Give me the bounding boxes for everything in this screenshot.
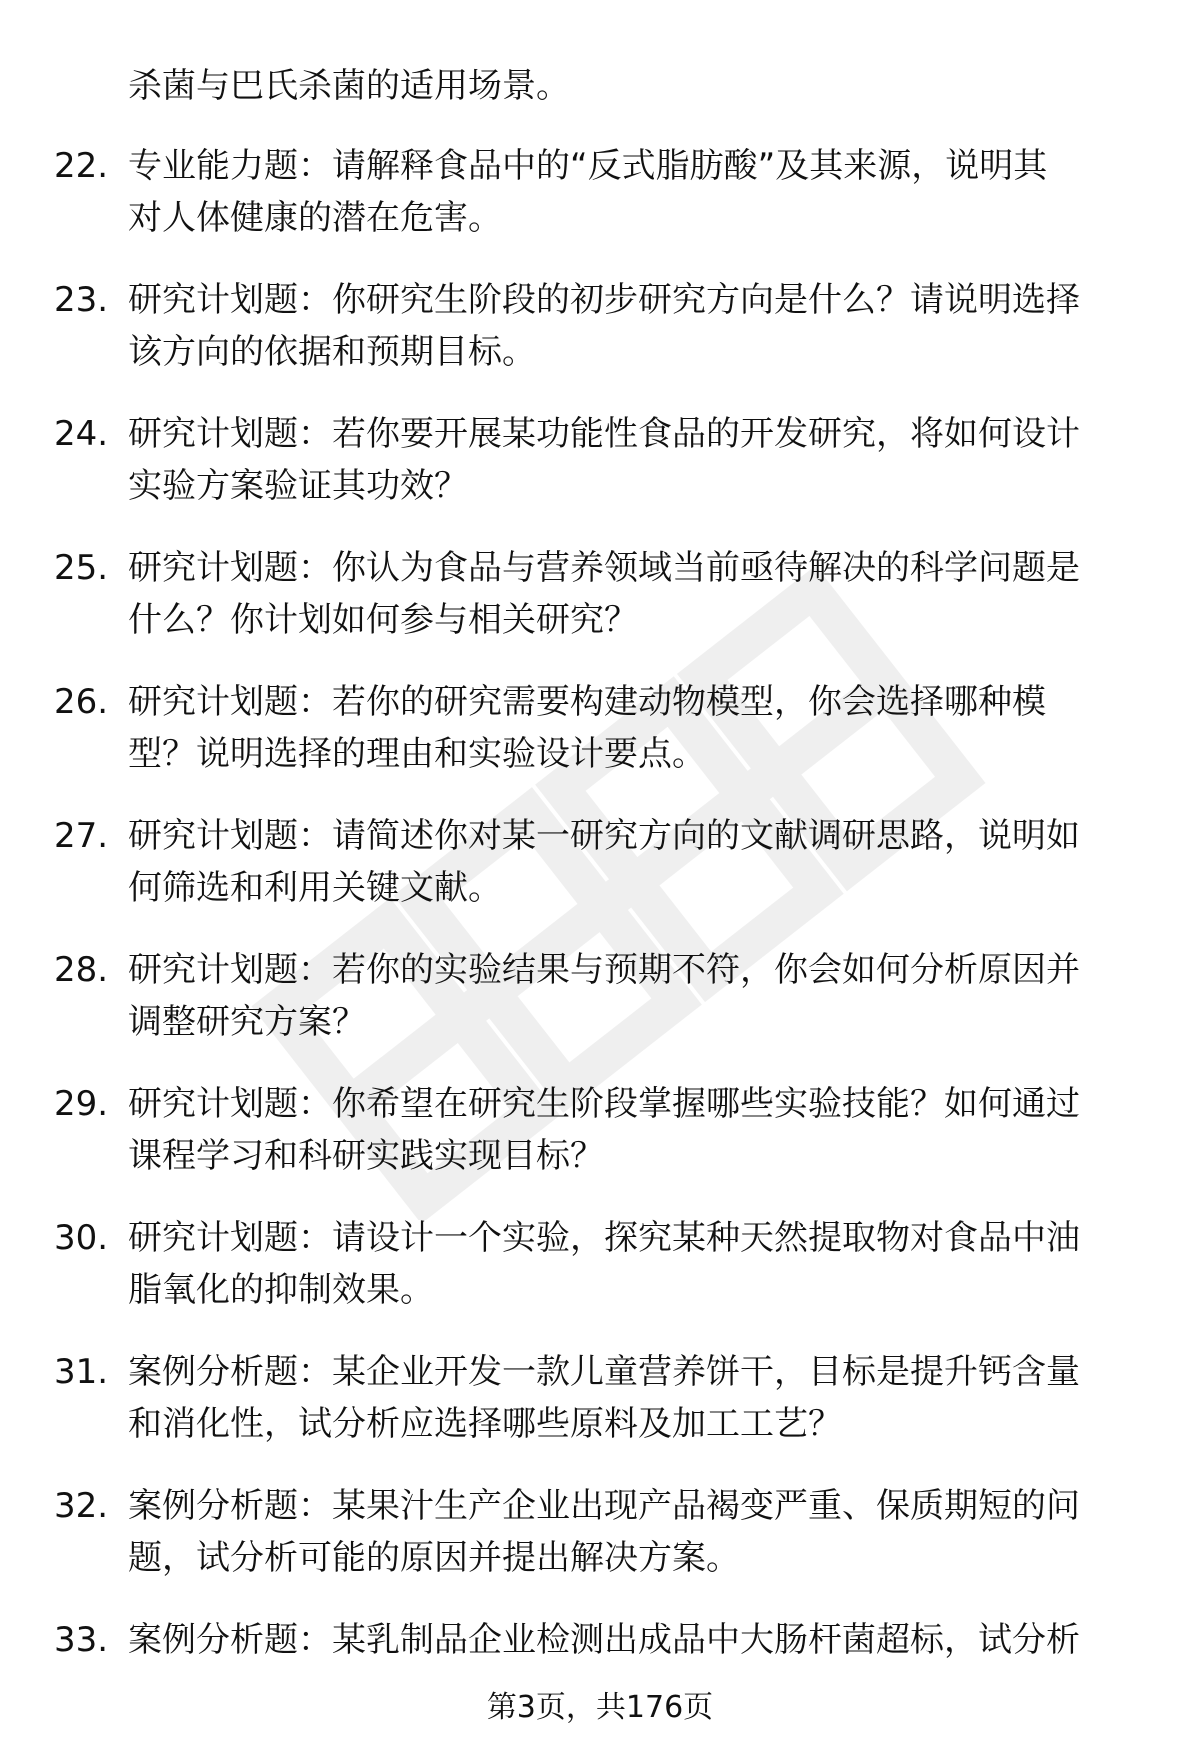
question-item xyxy=(0,140,1200,274)
question-line: 题，试分析可能的原因并提出解决方案。 xyxy=(128,1538,740,1578)
question-number: 33. xyxy=(54,1620,109,1660)
question-text xyxy=(128,1480,1138,1584)
question-line: 和消化性，试分析应选择哪些原料及加工工艺？ xyxy=(128,1404,842,1444)
question-text xyxy=(128,1078,1138,1182)
question-item xyxy=(0,408,1200,542)
question-line: 研究计划题：若你要开展某功能性食品的开发研究，将如何设计 xyxy=(128,414,1080,454)
question-item xyxy=(0,1480,1200,1614)
question-number: 30. xyxy=(54,1218,109,1258)
question-line: 研究计划题：你认为食品与营养领域当前亟待解决的科学问题是 xyxy=(128,548,1080,588)
question-line: 调整研究方案？ xyxy=(128,1002,366,1042)
question-item xyxy=(0,1346,1200,1480)
question-item xyxy=(0,676,1200,810)
question-item xyxy=(0,542,1200,676)
question-line: 脂氧化的抑制效果。 xyxy=(128,1270,434,1310)
question-list xyxy=(0,140,1200,1748)
question-text xyxy=(128,140,1138,244)
question-line: 研究计划题：请设计一个实验，探究某种天然提取物对食品中油 xyxy=(128,1218,1080,1258)
question-line: 该方向的依据和预期目标。 xyxy=(128,332,536,372)
question-line: 案例分析题：某企业开发一款儿童营养饼干，目标是提升钙含量 xyxy=(128,1352,1080,1392)
question-line: 案例分析题：某乳制品企业检测出成品中大肠杆菌超标，试分析 xyxy=(128,1620,1080,1660)
question-number: 32. xyxy=(54,1486,109,1526)
question-line: 型？说明选择的理由和实验设计要点。 xyxy=(128,734,706,774)
question-line: 什么？你计划如何参与相关研究？ xyxy=(128,600,638,640)
question-line: 研究计划题：你研究生阶段的初步研究方向是什么？请说明选择 xyxy=(128,280,1080,320)
question-number: 26. xyxy=(54,682,109,722)
question-text xyxy=(128,676,1138,780)
question-text xyxy=(128,408,1138,512)
question-item xyxy=(0,274,1200,408)
question-line: 课程学习和科研实践实现目标？ xyxy=(128,1136,604,1176)
question-number: 28. xyxy=(54,950,109,990)
question-number: 29. xyxy=(54,1084,109,1124)
question-line: 研究计划题：若你的研究需要构建动物模型，你会选择哪种模 xyxy=(128,682,1046,722)
question-line: 案例分析题：某果汁生产企业出现产品褐变严重、保质期短的问 xyxy=(128,1486,1080,1526)
continued-question-text: 杀菌与巴氏杀菌的适用场景。 xyxy=(128,66,570,106)
question-line: 研究计划题：你希望在研究生阶段掌握哪些实验技能？如何通过 xyxy=(128,1084,1080,1124)
question-number: 25. xyxy=(54,548,109,588)
question-line: 专业能力题：请解释食品中的“反式脂肪酸”及其来源，说明其 xyxy=(128,146,1048,186)
question-item xyxy=(0,810,1200,944)
question-text xyxy=(128,542,1138,646)
question-line: 研究计划题：请简述你对某一研究方向的文献调研思路，说明如 xyxy=(128,816,1080,856)
question-number: 23. xyxy=(54,280,109,320)
question-line: 对人体健康的潜在危害。 xyxy=(128,198,502,238)
question-text xyxy=(128,1212,1138,1316)
question-text xyxy=(128,1614,1138,1666)
question-text xyxy=(128,1346,1138,1450)
question-text xyxy=(128,944,1138,1048)
question-line: 何筛选和利用关键文献。 xyxy=(128,868,502,908)
question-number: 22. xyxy=(54,146,109,186)
question-item xyxy=(0,944,1200,1078)
question-number: 24. xyxy=(54,414,109,454)
question-item xyxy=(0,1212,1200,1346)
question-number: 27. xyxy=(54,816,109,856)
page-number-footer: 第3页，共176页 xyxy=(486,1690,714,1725)
question-item xyxy=(0,1078,1200,1212)
question-line: 研究计划题：若你的实验结果与预期不符，你会如何分析原因并 xyxy=(128,950,1080,990)
question-number: 31. xyxy=(54,1352,109,1392)
question-text xyxy=(128,810,1138,914)
question-text xyxy=(128,274,1138,378)
question-line: 实验方案验证其功效？ xyxy=(128,466,468,506)
